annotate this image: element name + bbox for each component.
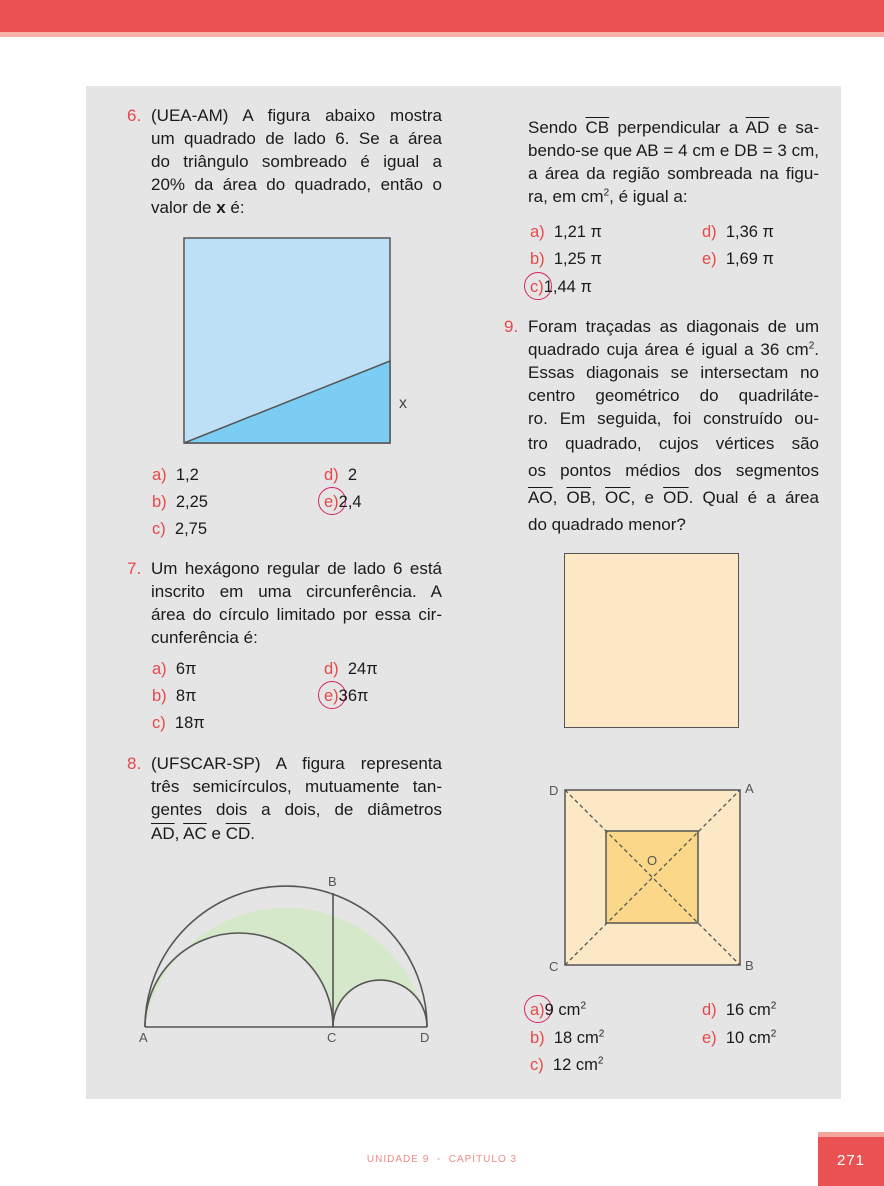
question-6-line: (UEA-AM) A figura abaixo mostra [151, 106, 442, 125]
label-c: C [327, 1030, 337, 1045]
question-9-line: centro geométrico do quadriláte- [528, 386, 819, 405]
question-9-line: Essas diagonais se intersectam no [528, 363, 819, 382]
question-7-line: inscrito em uma circunferência. A [151, 582, 442, 601]
label-b: B [328, 874, 337, 889]
option-7d[interactable] [324, 659, 378, 679]
option-8c[interactable] [530, 277, 592, 297]
semicircles-figure [130, 870, 440, 1050]
top-header-stripe [0, 32, 884, 37]
question-6-line: um quadrado de lado 6. Se a área [151, 129, 442, 148]
question-9-line-segments [528, 486, 819, 509]
question-8-number: 8. [127, 754, 142, 773]
option-9d[interactable] [702, 1000, 776, 1020]
question-8-line: gentes dois a dois, de diâmetros [151, 800, 442, 819]
option-letter: a) [152, 466, 167, 484]
period: . [250, 824, 256, 843]
footer-chapter: CAPÍTULO 3 [448, 1154, 518, 1165]
option-value: 16 cm [725, 1001, 771, 1019]
option-letter: b) [530, 250, 545, 268]
separator: , [630, 488, 636, 507]
option-6b[interactable] [152, 492, 208, 512]
option-letter: b) [152, 493, 167, 511]
question-8-line: três semicírculos, mutuamente tan- [151, 777, 442, 796]
option-value: 10 cm [725, 1029, 771, 1047]
squares-diagonals-figure [540, 775, 770, 980]
option-6e[interactable] [324, 492, 362, 512]
question-9-line: ro. Em seguida, foi construído ou- [528, 409, 819, 428]
option-6c[interactable] [152, 519, 207, 539]
option-letter: d) [702, 223, 717, 241]
option-letter: b) [152, 687, 167, 705]
option-letter: c) [530, 278, 544, 296]
footer-unit: UNIDADE 9 [366, 1154, 430, 1165]
q9-text: quadrado cuja área é igual a 36 cm [528, 340, 809, 359]
option-letter: e) [324, 493, 339, 511]
question-6-line: do triângulo sombreado é igual a [151, 152, 442, 171]
question-8-cont-line-last [528, 185, 819, 208]
separator: , [591, 488, 596, 507]
superscript: 2 [598, 1028, 605, 1040]
separator: e [211, 824, 221, 843]
cont-text: , é igual a: [609, 187, 688, 206]
label-a: A [745, 781, 754, 796]
option-letter: a) [530, 1001, 545, 1019]
footer-separator: - [436, 1154, 442, 1165]
option-letter: d) [702, 1001, 717, 1019]
option-letter: a) [530, 223, 545, 241]
option-value: 1,36 π [725, 223, 774, 241]
option-7c[interactable] [152, 713, 205, 733]
question-6-last-suffix: é: [225, 198, 245, 217]
option-6d[interactable] [324, 465, 357, 485]
label-d: D [549, 783, 559, 798]
option-letter: e) [702, 250, 717, 268]
option-value: 36π [338, 687, 369, 705]
question-8-line: (UFSCAR-SP) A figura representa [151, 754, 442, 773]
question-7-line: Um hexágono regular de lado 6 está [151, 559, 442, 578]
option-letter: d) [324, 466, 339, 484]
question-6-variable: x [216, 198, 226, 217]
question-6-line-last [151, 196, 442, 219]
label-d: D [420, 1030, 430, 1045]
cont-text: Sendo [528, 118, 586, 137]
page-number-box-stripe [818, 1132, 884, 1137]
option-value: 1,69 π [725, 250, 774, 268]
label-b: B [745, 958, 754, 973]
option-7e[interactable] [324, 686, 368, 706]
question-7-number: 7. [127, 559, 142, 578]
top-header-bar [0, 0, 884, 32]
superscript: 2 [770, 1000, 777, 1012]
cont-text: e sa- [769, 118, 819, 137]
question-9-text [504, 315, 819, 536]
option-value: 2,75 [174, 520, 208, 538]
option-value: 2 [347, 466, 358, 484]
page-number: 271 [836, 1152, 866, 1169]
option-6a[interactable] [152, 465, 199, 485]
question-7-line: cunferência é: [151, 628, 258, 647]
separator: e [644, 488, 654, 507]
segment-ao: $\overline{AO}$ [528, 488, 553, 507]
footer-caption [0, 1154, 884, 1165]
option-value: 12 cm [552, 1056, 598, 1074]
segment-ad-label: $\overline{AD}$ [745, 118, 770, 137]
option-value: 1,21 π [553, 223, 602, 241]
square-triangle-figure [170, 230, 430, 455]
question-8-text [127, 752, 442, 845]
segment-cb-label: $\overline{CB}$ [585, 118, 610, 137]
option-value: 6π [175, 660, 197, 678]
option-letter: e) [324, 687, 339, 705]
option-9a[interactable] [530, 1000, 586, 1020]
superscript: 2 [808, 340, 815, 352]
option-letter: b) [530, 1029, 545, 1047]
option-value: 2,4 [338, 493, 362, 511]
option-letter: d) [324, 660, 339, 678]
question-8-cont-line1 [528, 116, 819, 139]
separator: , [174, 824, 180, 843]
option-value: 18 cm [553, 1029, 599, 1047]
label-o: O [647, 853, 658, 868]
option-8a[interactable] [530, 222, 602, 242]
option-letter: e) [702, 1029, 717, 1047]
superscript: 2 [597, 1055, 604, 1067]
superscript: 2 [770, 1028, 777, 1040]
option-letter: c) [152, 714, 166, 732]
option-value: 2,25 [175, 493, 208, 511]
option-7a[interactable] [152, 659, 196, 679]
cont-text: perpendicular a [609, 118, 746, 137]
option-value: 18π [174, 714, 205, 732]
question-7-line: área do círculo limitado por essa cir- [151, 605, 442, 624]
option-9b[interactable] [530, 1028, 604, 1048]
segment-ac: $\overline{AC}$ [183, 824, 207, 843]
segment-cd: $\overline{CD}$ [225, 824, 251, 843]
question-9-line: tro quadrado, cujos vértices são [528, 434, 819, 453]
option-9e[interactable] [702, 1028, 776, 1048]
option-8e[interactable] [702, 249, 774, 269]
question-8-continuation [528, 116, 819, 208]
question-6-text [127, 104, 442, 219]
segment-oc: $\overline{OC}$ [605, 488, 631, 507]
q9-text: . Qual é a área [688, 488, 819, 507]
question-8-cont-line: a área da região sombreada na figu- [528, 164, 819, 183]
question-9-line: Foram traçadas as diagonais de um [528, 317, 819, 336]
superscript: 2 [603, 187, 610, 199]
option-value: 1,25 π [553, 250, 602, 268]
label-a: A [139, 1030, 148, 1045]
option-value: 24π [347, 660, 378, 678]
segment-od: $\overline{OD}$ [663, 488, 689, 507]
question-8-cont-line: bendo-se que AB = 4 cm e DB = 3 cm, [528, 141, 819, 160]
separator: , [552, 488, 558, 507]
option-letter: a) [152, 660, 167, 678]
q9-text: . [814, 340, 819, 359]
segment-ob: $\overline{OB}$ [566, 488, 592, 507]
superscript: 2 [580, 1000, 586, 1012]
question-6-number: 6. [127, 106, 142, 125]
option-value: 9 cm [544, 1001, 581, 1019]
question-8-line-diameters [151, 822, 442, 845]
option-letter: c) [530, 1056, 544, 1074]
option-value: 1,2 [175, 466, 199, 484]
question-9-number: 9. [504, 317, 519, 336]
x-label: x [399, 395, 407, 412]
option-value: 8π [175, 687, 197, 705]
segment-ad: $\overline{AD}$ [151, 824, 175, 843]
question-9-line: os pontos médios dos segmentos [528, 461, 819, 480]
question-6-last-prefix: valor de [151, 198, 217, 217]
question-7-text [127, 557, 442, 649]
option-8b[interactable] [530, 249, 602, 269]
option-9c[interactable] [530, 1055, 603, 1075]
cont-text: ra, em cm [528, 187, 604, 206]
label-c: C [549, 959, 559, 974]
option-value: 1,44 π [543, 278, 592, 296]
question-9-line-last: do quadrado menor? [528, 515, 686, 534]
option-7b[interactable] [152, 686, 196, 706]
question-6-line: 20% da área do quadrado, então o [151, 175, 442, 194]
option-letter: c) [152, 520, 166, 538]
question-9-line [528, 338, 819, 361]
option-8d[interactable] [702, 222, 774, 242]
peach-square-figure [564, 553, 739, 728]
